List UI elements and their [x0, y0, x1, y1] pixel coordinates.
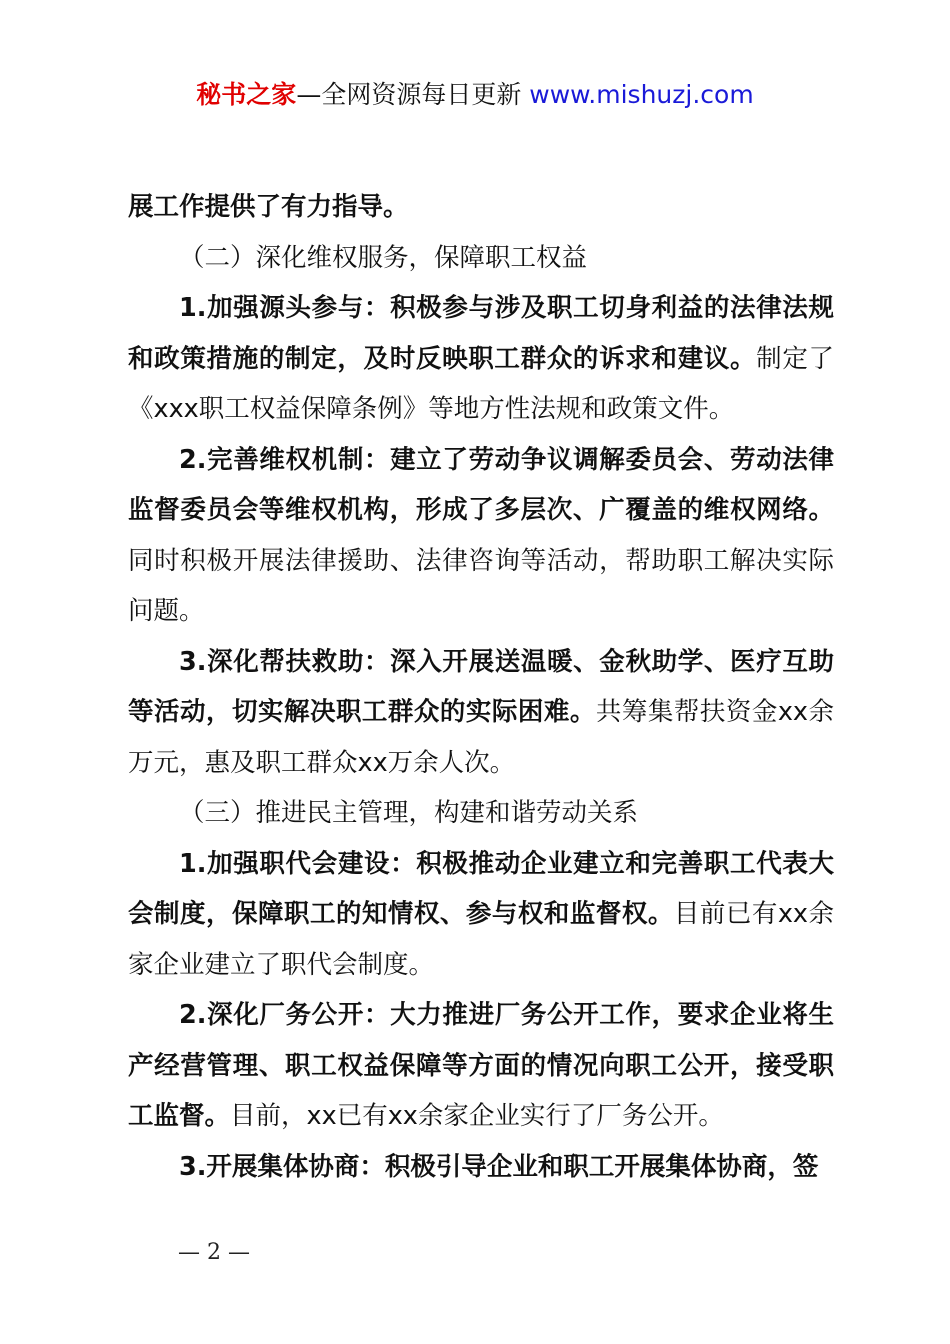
site-header — [0, 78, 950, 112]
paragraph — [128, 839, 834, 991]
paragraph-text: 共筹集帮扶资金xx余万元，惠及职工群众xx万余人次。 — [128, 697, 834, 778]
paragraph-text: 目前已有xx余家企业建立了职代会制度。 — [128, 899, 834, 980]
paragraph-bold: 2.深化厂务公开：大力推进厂务公开工作，要求企业将生产经营管理、职工权益保障等方面的情况向职工公开，接受职工监督。 — [128, 1000, 834, 1131]
paragraph-bold: 3.深化帮扶救助：深入开展送温暖、金秋助学、医疗互助等活动，切实解决职工群众的实际困难。 — [128, 646, 834, 727]
site-url[interactable]: www.mishuzj.com — [529, 80, 754, 109]
paragraph-bold: 展工作提供了有力指导。 — [128, 192, 409, 222]
paragraph-continuation — [128, 182, 834, 233]
paragraph-text: （三）推进民主管理，构建和谐劳动关系 — [179, 798, 639, 828]
paragraph-text: 同时积极开展法律援助、法律咨询等活动，帮助职工解决实际问题。 — [128, 545, 834, 626]
paragraph — [128, 637, 834, 789]
paragraph — [128, 283, 834, 435]
paragraph-text: 制定了《xxx职工权益保障条例》等地方性法规和政策文件。 — [128, 343, 834, 424]
header-tagline: —全网资源每日更新 — [296, 80, 530, 109]
paragraph-bold: 3.开展集体协商：积极引导企业和职工开展集体协商，签 — [179, 1151, 819, 1182]
paragraph — [128, 1142, 834, 1193]
paragraph — [128, 435, 834, 637]
paragraph-text: 目前，xx已有xx余家企业实行了厂务公开。 — [230, 1101, 724, 1131]
section-heading — [128, 788, 834, 839]
page-number: — 2 — — [178, 1240, 250, 1265]
paragraph-text: （二）深化维权服务，保障职工权益 — [179, 242, 588, 273]
paragraph — [128, 990, 834, 1142]
document-body — [128, 182, 834, 1192]
brand-name: 秘书之家 — [196, 80, 297, 109]
paragraph-bold: 2.完善维权机制：建立了劳动争议调解委员会、劳动法律监督委员会等维权机构，形成了多层次、广覆盖的维权网络。 — [128, 444, 834, 525]
paragraph-bold: 1.加强源头参与：积极参与涉及职工切身利益的法律法规和政策措施的制定，及时反映职工群众的诉求和建议。 — [128, 293, 834, 374]
paragraph-bold: 1.加强职代会建设：积极推动企业建立和完善职工代表大会制度，保障职工的知情权、参与权和监督权。 — [128, 848, 834, 929]
section-heading — [128, 233, 834, 284]
